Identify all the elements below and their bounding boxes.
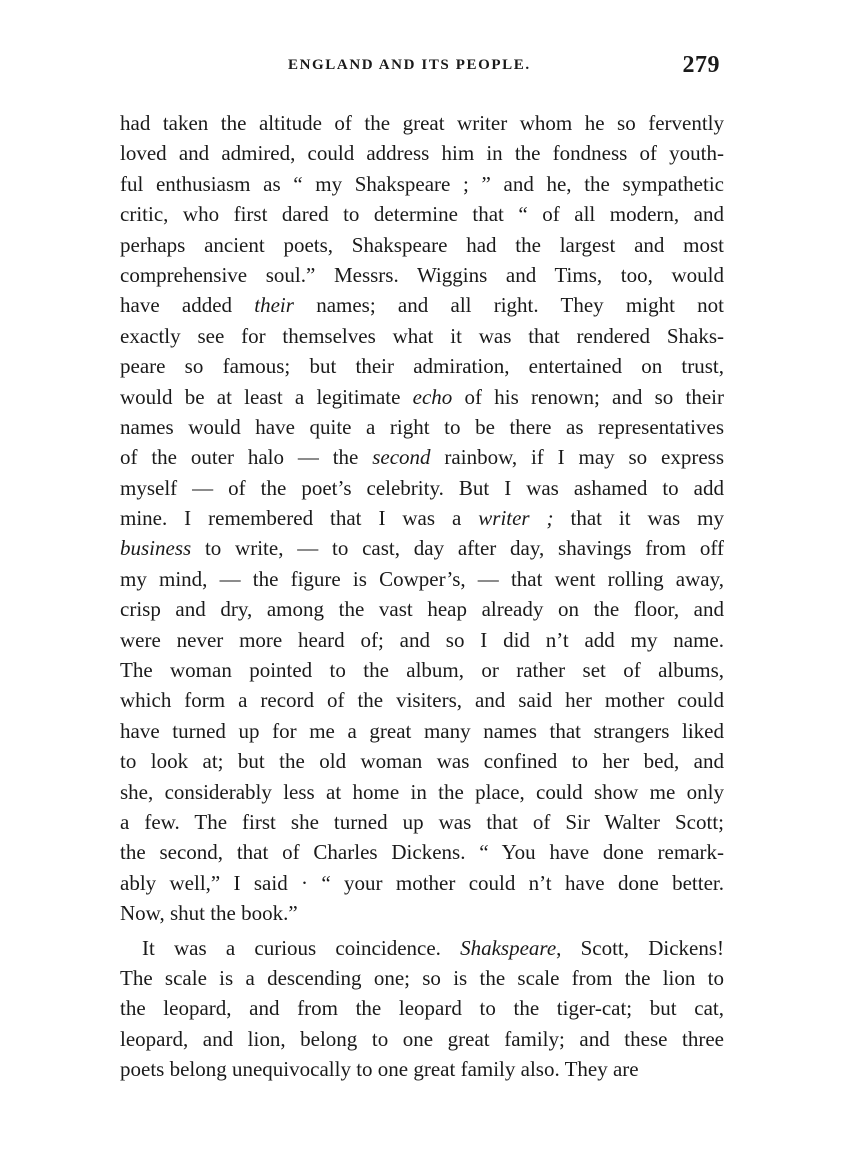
text-line [120,138,724,168]
running-title: ENGLAND AND ITS PEOPLE. [288,57,531,73]
text-line [120,807,724,837]
text-run: It was a curious coincidence. [142,935,461,960]
text-line [120,533,724,563]
text-line [120,716,724,746]
text-run: had taken the altitude of the great writer whom he so fervently [120,111,724,135]
text-run: comprehensive soul.” Messrs. Wiggins and Tims, too, would [120,262,724,287]
text-line [120,933,724,963]
text-line [120,993,724,1023]
text-run: The woman pointed to the album, or rather set of albums, [120,658,724,683]
text-run: names; and all right. They might not [293,293,724,318]
text-run: names would have quite a right to be there as representatives [120,414,724,439]
page-number: 279 [682,52,720,78]
text-run: The scale is a descending one; so is the scale from the lion to [120,965,724,990]
text-line [120,351,724,381]
text-line [120,442,724,472]
italic-text: business [120,536,192,561]
text-run: myself — of the poet’s celebrity. But I was ashamed to add [120,475,724,500]
text-run: she, considerably less at home in the place, could show me only [120,779,724,804]
text-run: crisp and dry, among the vast heap already on the floor, and [120,597,724,622]
text-run: the second, that of Charles Dickens. “ You have done remark- [120,840,724,865]
text-line [120,412,724,442]
paragraph-1 [120,108,724,929]
text-run: critic, who first dared to determine that “ of all modern, and [120,202,724,227]
italic-text: echo [412,384,453,409]
text-run: would be at least a legitimate [120,384,413,409]
text-line [120,230,724,260]
text-run: rainbow, if I may so express [430,445,725,470]
text-run: my mind, — the figure is Cowper’s, — that went rolling away, [120,566,724,591]
text-line [120,746,724,776]
text-line [120,1054,724,1084]
text-run: have turned up for me a great many names that strangers liked [120,718,724,743]
italic-text: their [254,293,294,318]
body-text [120,108,724,1085]
text-run: exactly see for themselves what it was that rendered Shaks- [120,323,724,348]
text-run: to write, — to cast, day after day, shavings from off [191,536,724,561]
text-run: ful enthusiasm as “ my Shakspeare ; ” and he, the sympathetic [120,171,724,196]
text-run: loved and admired, could address him in the fondness of youth- [120,141,724,166]
text-line [120,625,724,655]
text-run: Now, shut the book.” [120,901,298,926]
text-line [120,169,724,199]
text-run: were never more heard of; and so I did n’t add my name. [120,627,724,652]
running-head [120,52,724,84]
italic-text: writer ; [478,506,554,531]
text-run: leopard, and lion, belong to one great family; and these three [120,1026,724,1051]
text-run: the leopard, and from the leopard to the tiger-cat; but cat, [120,996,724,1021]
text-line [120,260,724,290]
text-run: ably well,” I said · “ your mother could n’t have done better. [120,870,724,895]
text-line [120,777,724,807]
text-run: which form a record of the visiters, and said her mother could [120,688,724,713]
text-line [120,473,724,503]
text-line [120,382,724,412]
text-run: poets belong unequivocally to one great family also. They are [120,1057,639,1082]
text-line [120,685,724,715]
text-line [120,898,724,928]
text-run: that it was my [553,506,724,531]
text-line [120,290,724,320]
italic-text: second [372,445,431,470]
text-line [120,594,724,624]
text-run: , Scott, Dickens! [556,935,724,960]
text-run: have added [120,293,255,318]
text-run: a few. The first she turned up was that of Sir Walter Scott; [120,809,724,834]
paragraph-2 [120,933,724,1085]
text-run: of his renown; and so their [452,384,725,409]
italic-text: Shakspeare [460,935,557,960]
text-line [120,868,724,898]
text-line [120,503,724,533]
text-line [120,1024,724,1054]
text-run: of the outer halo — the [120,445,373,470]
text-line [120,321,724,351]
text-line [120,837,724,867]
text-run: to look at; but the old woman was confined to her bed, and [120,749,724,774]
text-run: perhaps ancient poets, Shakspeare had the largest and most [120,232,724,257]
text-line [120,655,724,685]
text-run: mine. I remembered that I was a [120,506,479,531]
text-line [120,963,724,993]
text-line [120,108,724,138]
text-line [120,564,724,594]
text-run: peare so famous; but their admiration, entertained on trust, [120,354,724,379]
text-line [120,199,724,229]
